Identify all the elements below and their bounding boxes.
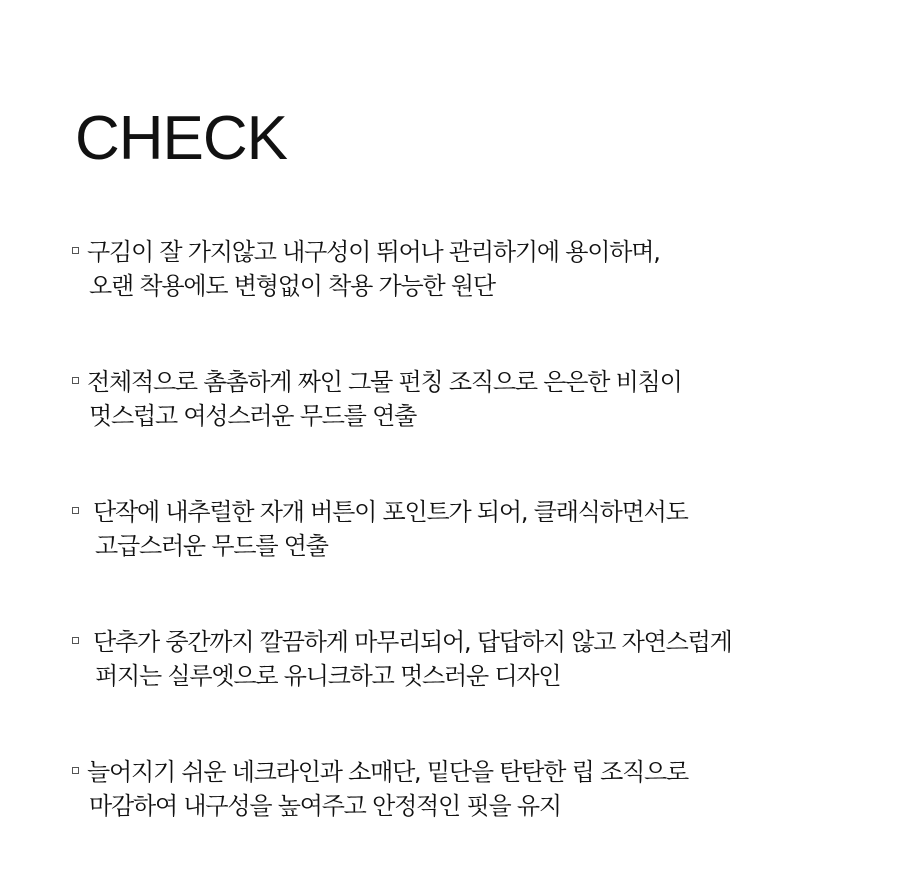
check-item-1 bbox=[72, 235, 872, 303]
check-item-text: 오랜 착용에도 변형없이 착용 가능한 원단 bbox=[89, 272, 495, 300]
square-bullet-icon bbox=[72, 637, 79, 644]
check-item-text: 전체적으로 촘촘하게 짜인 그물 펀칭 조직으로 은은한 비침이 bbox=[87, 368, 682, 396]
check-item-2 bbox=[72, 365, 872, 433]
check-item-text: 늘어지기 쉬운 네크라인과 소매단, 밑단을 탄탄한 립 조직으로 bbox=[87, 758, 689, 786]
check-item-line bbox=[72, 495, 872, 529]
square-bullet-icon bbox=[72, 377, 79, 384]
check-item-3 bbox=[72, 495, 872, 563]
check-item-text: 구김이 잘 가지않고 내구성이 뛰어나 관리하기에 용이하며, bbox=[87, 238, 660, 266]
check-item-line bbox=[72, 365, 872, 399]
check-item-text: 마감하여 내구성을 높여주고 안정적인 핏을 유지 bbox=[89, 792, 561, 820]
square-bullet-icon bbox=[72, 247, 79, 254]
square-bullet-icon bbox=[72, 507, 79, 514]
check-item-text: 퍼지는 실루엣으로 유니크하고 멋스러운 디자인 bbox=[95, 662, 561, 690]
check-item-4 bbox=[72, 625, 872, 693]
check-item-line bbox=[72, 755, 872, 789]
check-item-text: 단작에 내추럴한 자개 버튼이 포인트가 되어, 클래식하면서도 bbox=[93, 498, 688, 526]
page-title: CHECK bbox=[75, 104, 288, 173]
check-item-line bbox=[72, 625, 872, 659]
check-item-text: 고급스러운 무드를 연출 bbox=[95, 532, 328, 560]
check-item-text: 단추가 중간까지 깔끔하게 마무리되어, 답답하지 않고 자연스럽게 bbox=[93, 628, 732, 656]
check-item-line bbox=[72, 235, 872, 269]
check-item-text: 멋스럽고 여성스러운 무드를 연출 bbox=[89, 402, 417, 430]
square-bullet-icon bbox=[72, 767, 79, 774]
check-item-5 bbox=[72, 755, 872, 823]
